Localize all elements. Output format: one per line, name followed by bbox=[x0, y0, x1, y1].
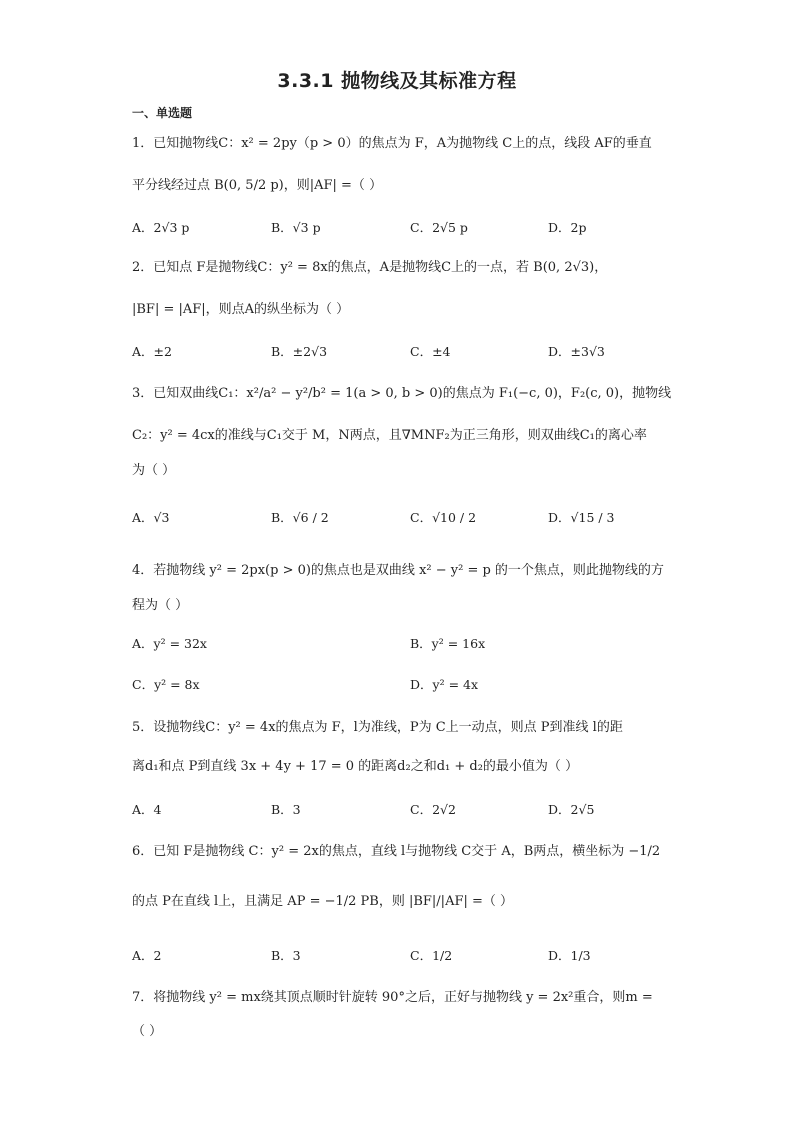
q5-option-c: C．2√2 bbox=[410, 802, 456, 817]
q1-option-b: B．√3 p bbox=[271, 220, 321, 235]
q3-option-d: D．√15 / 3 bbox=[548, 510, 615, 525]
q6-line-2: 的点 P在直线 l上，且满足 AP = −1/2 PB，则 |BF|/|AF| =（ ） bbox=[132, 894, 514, 909]
q4-option-a: A．y² = 32x bbox=[132, 636, 207, 651]
q5-line-1: 5．设抛物线C：y² = 4x的焦点为 F，l为准线，P为 C上一动点，则点 P到准线 l的距 bbox=[132, 720, 623, 735]
q4-option-d: D．y² = 4x bbox=[410, 677, 479, 692]
q6-option-c: C．1/2 bbox=[410, 948, 453, 963]
q6-line-1: 6．已知 F是抛物线 C：y² = 2x的焦点，直线 l与抛物线 C交于 A，B两点，横坐标为 −1/2 bbox=[132, 844, 661, 859]
q4-line-2: 程为（ ） bbox=[132, 598, 189, 613]
q2-option-a: A．±2 bbox=[132, 344, 172, 359]
section-heading: 一、单选题 bbox=[132, 106, 193, 120]
q2-option-c: C．±4 bbox=[410, 344, 451, 359]
q6-option-b: B．3 bbox=[271, 948, 301, 963]
q3-option-c: C．√10 / 2 bbox=[410, 510, 477, 525]
q2-line-1: 2．已知点 F是抛物线C：y² = 8x的焦点，A是抛物线C上的一点，若 B(0, 2√3)， bbox=[132, 260, 608, 275]
q2-option-d: D．±3√3 bbox=[548, 344, 605, 359]
q5-option-d: D．2√5 bbox=[548, 802, 595, 817]
q1-option-d: D．2p bbox=[548, 220, 587, 235]
q7-line-2: （ ） bbox=[132, 1024, 163, 1039]
q4-line-1: 4．若抛物线 y² = 2px(p > 0)的焦点也是双曲线 x² − y² = p 的一个焦点，则此抛物线的方 bbox=[132, 563, 664, 578]
q1-option-c: C．2√5 p bbox=[410, 220, 468, 235]
q6-option-a: A．2 bbox=[132, 948, 162, 963]
q6-option-d: D．1/3 bbox=[548, 948, 591, 963]
q2-line-2: |BF| = |AF|，则点A的纵坐标为（ ） bbox=[132, 302, 350, 317]
q4-option-b: B．y² = 16x bbox=[410, 636, 486, 651]
page-title: 3.3.1 抛物线及其标准方程 bbox=[277, 70, 517, 92]
q4-option-c: C．y² = 8x bbox=[132, 677, 200, 692]
q5-option-b: B．3 bbox=[271, 802, 301, 817]
q3-line-3: 为（ ） bbox=[132, 463, 176, 478]
q5-option-a: A．4 bbox=[132, 802, 162, 817]
q5-line-2: 离d₁和点 P到直线 3x + 4y + 17 = 0 的距离d₂之和d₁ + d₂的最小值为（ ） bbox=[132, 759, 579, 774]
q3-option-a: A．√3 bbox=[132, 510, 170, 525]
q7-line-1: 7．将抛物线 y² = mx绕其顶点顺时针旋转 90°之后，正好与抛物线 y = 2x²重合，则m = bbox=[132, 990, 653, 1005]
q1-line-2: 平分线经过点 B(0, 5/2 p)，则|AF| =（ ） bbox=[132, 178, 383, 193]
q3-option-b: B．√6 / 2 bbox=[271, 510, 329, 525]
q1-line-1: 1．已知抛物线C：x² = 2py（p > 0）的焦点为 F，A为抛物线 C上的点，线段 AF的垂直 bbox=[132, 136, 652, 151]
q3-line-2: C₂：y² = 4cx的准线与C₁交于 M，N两点，且∇MNF₂为正三角形，则双曲线C₁的离心率 bbox=[132, 428, 647, 443]
q1-option-a: A．2√3 p bbox=[132, 220, 190, 235]
q3-line-1: 3．已知双曲线C₁：x²/a² − y²/b² = 1(a > 0, b > 0)的焦点为 F₁(−c, 0)，F₂(c, 0)，抛物线 bbox=[132, 386, 672, 401]
q2-option-b: B．±2√3 bbox=[271, 344, 328, 359]
